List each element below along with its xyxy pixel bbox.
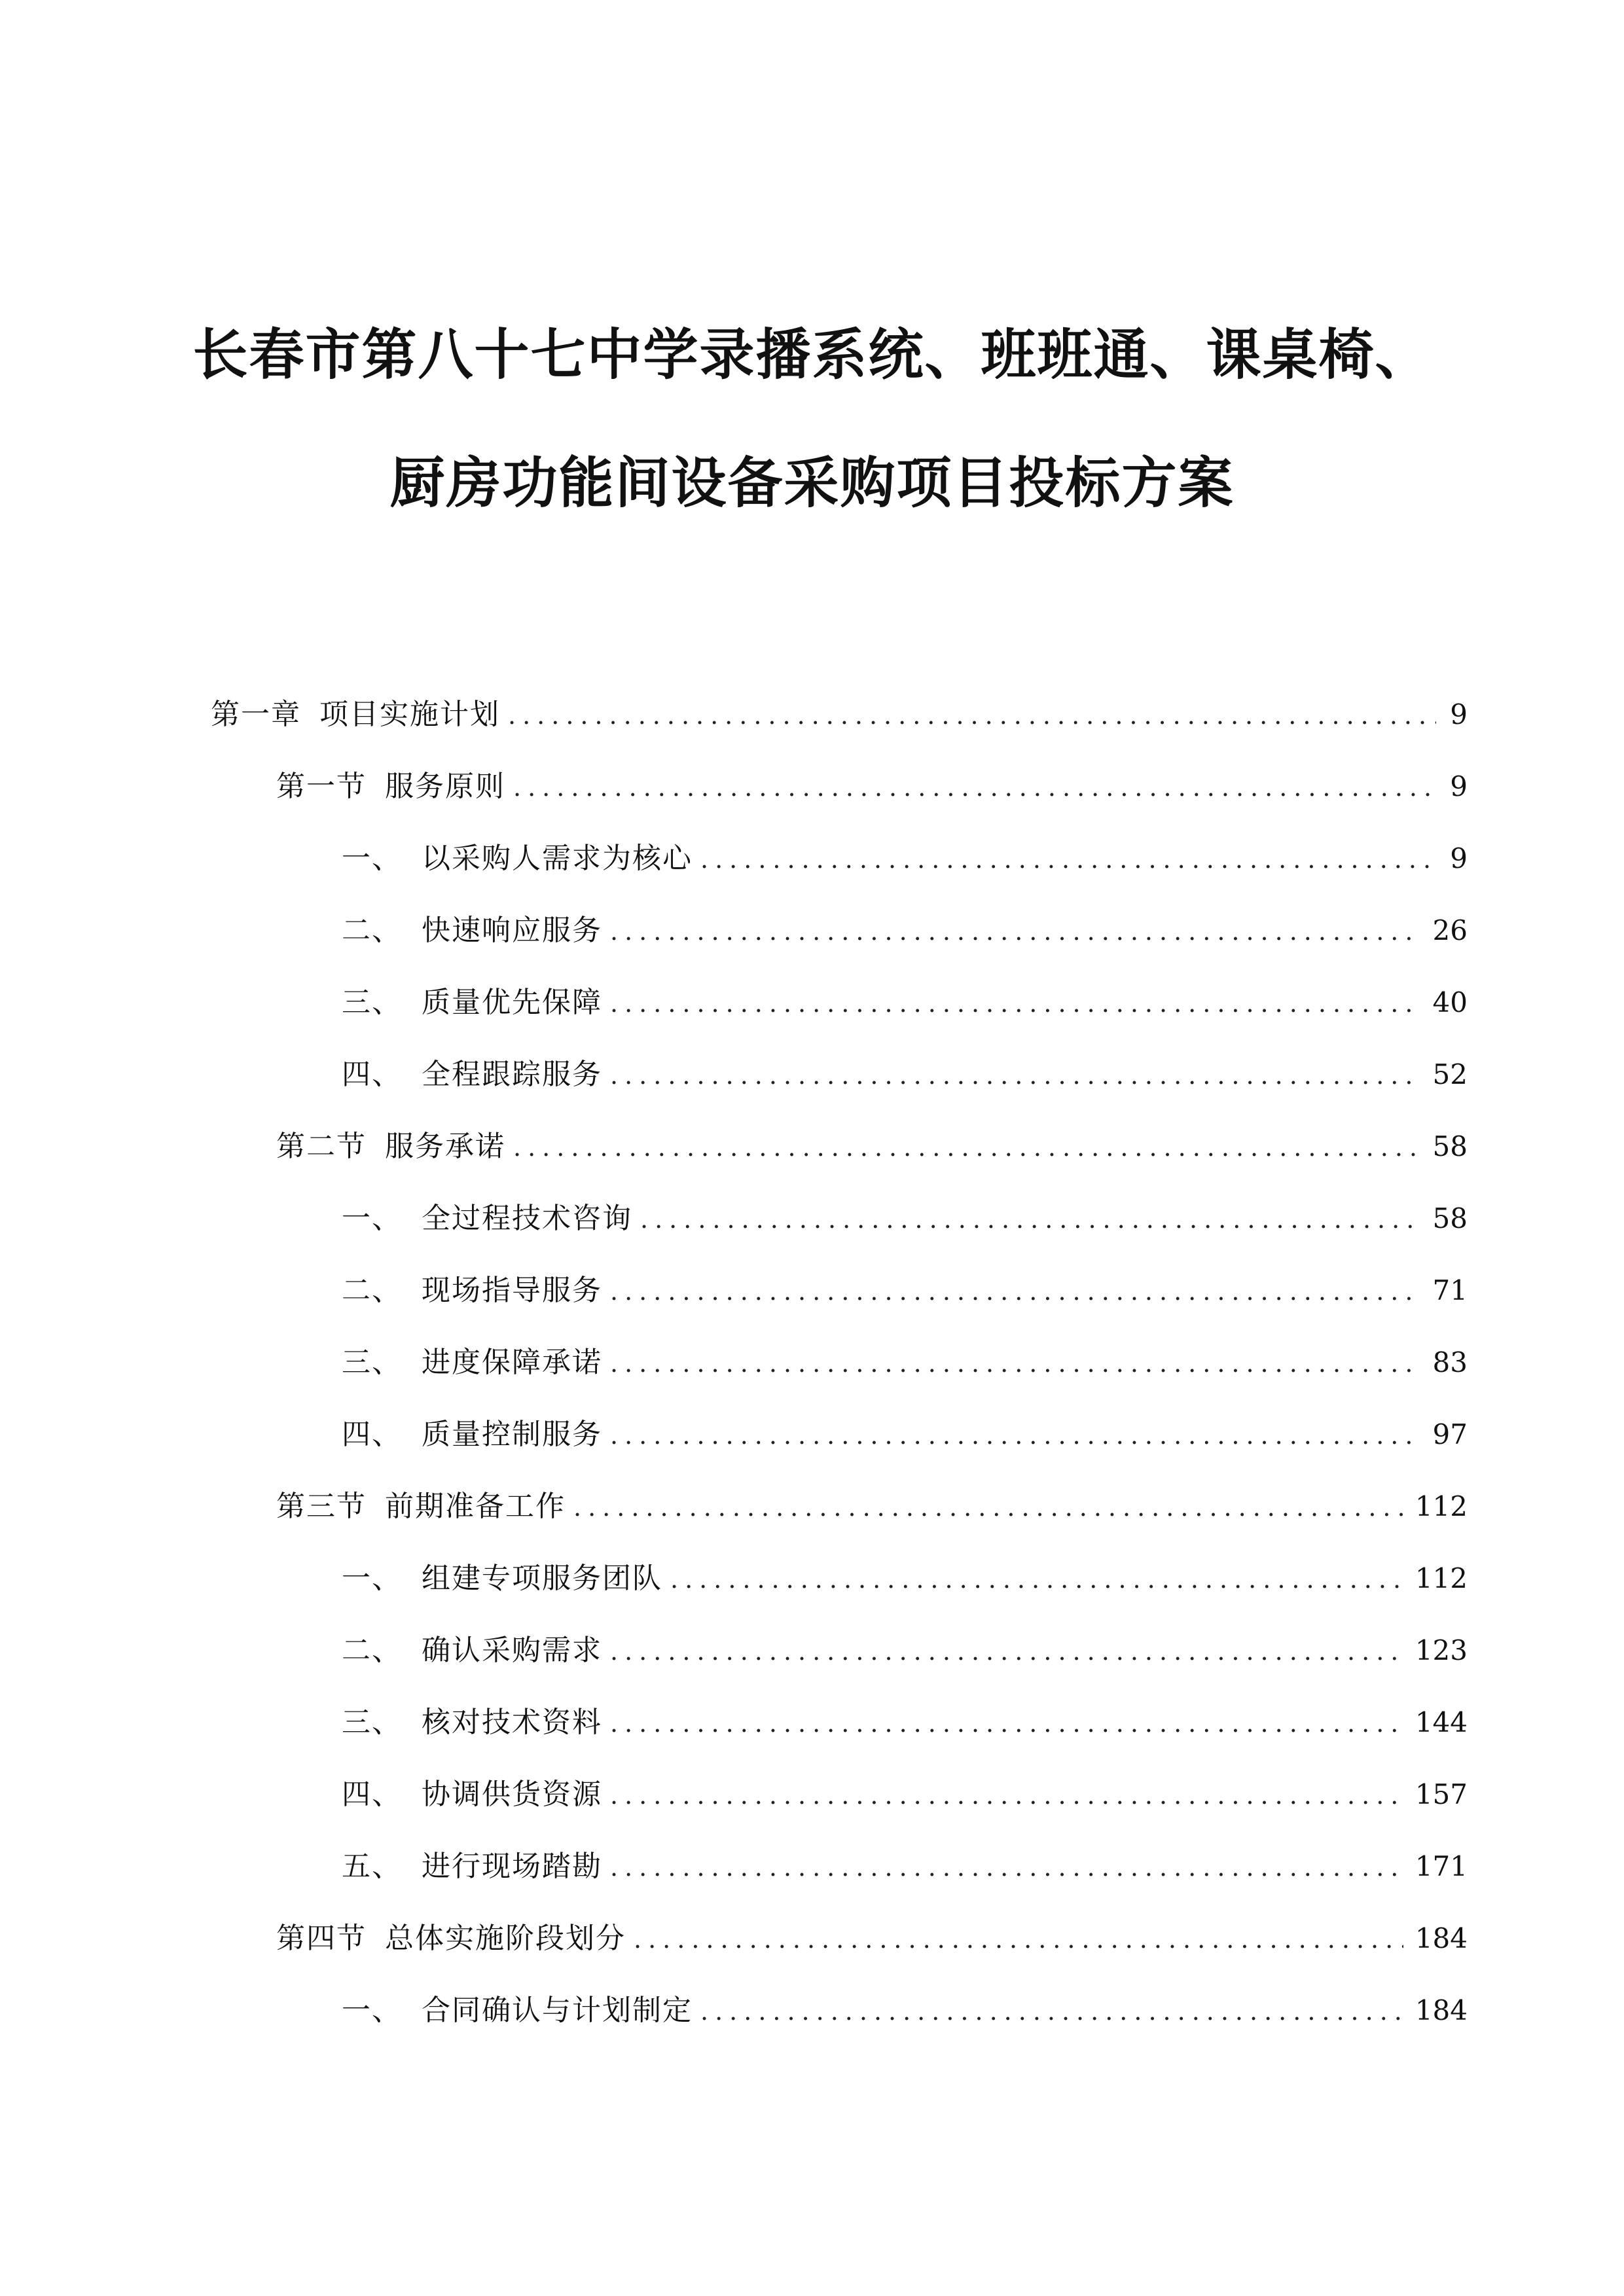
toc-entry-number: 第一节 [276,770,367,803]
toc-entry-page-number: 112 [1415,1562,1468,1594]
toc-entry-title: 服务承诺 [385,1130,505,1163]
title-line-1: 长春市第八十七中学录播系统、班班通、课桌椅、 [192,323,1432,387]
toc-entry-number: 一、 [342,1202,402,1235]
toc-entry-page-number: 112 [1415,1490,1468,1522]
toc-leader-dots [700,1999,1403,2024]
toc-entry[interactable] [211,1276,1468,1348]
toc-entry[interactable] [211,1492,1468,1564]
toc-entry-page-number: 97 [1432,1418,1468,1450]
toc-entry[interactable] [211,1204,1468,1276]
toc-entry-number: 二、 [342,914,402,947]
toc-leader-dots [573,1495,1403,1520]
toc-entry-title: 以采购人需求为核心 [422,842,693,875]
toc-entry-page-number: 9 [1450,770,1468,802]
toc-entry-page-number: 144 [1415,1706,1468,1738]
toc-entry-title: 项目实施计划 [319,698,500,731]
toc-entry[interactable] [211,988,1468,1060]
toc-leader-dots [513,775,1436,800]
toc-entry-title: 快速响应服务 [422,914,602,947]
toc-entry-number: 第二节 [276,1130,367,1163]
table-of-contents [211,700,1468,2068]
toc-entry-number: 二、 [342,1634,402,1667]
toc-entry-page-number: 83 [1432,1346,1468,1378]
toc-entry-title: 协调供货资源 [422,1778,602,1811]
toc-entry[interactable] [211,844,1468,916]
toc-leader-dots [670,1567,1403,1592]
toc-entry-number: 第一章 [211,698,301,731]
toc-entry-number: 一、 [342,1994,402,2027]
toc-entry-number: 二、 [342,1274,402,1307]
toc-leader-dots [610,919,1421,944]
toc-leader-dots [610,1423,1421,1448]
toc-entry-title: 合同确认与计划制定 [422,1994,693,2027]
toc-entry-number: 四、 [342,1418,402,1451]
toc-entry-number: 一、 [342,1562,402,1595]
toc-leader-dots [508,703,1436,728]
toc-leader-dots [610,1351,1421,1376]
toc-leader-dots [610,1711,1403,1736]
toc-entry-number: 三、 [342,1706,402,1739]
toc-leader-dots [513,1135,1421,1160]
toc-entry[interactable] [211,1420,1468,1492]
toc-entry[interactable] [211,1852,1468,1924]
toc-entry-title: 进行现场踏勘 [422,1850,602,1883]
toc-entry-number: 四、 [342,1778,402,1811]
title-line-2: 厨房功能间设备采购项目投标方案 [389,451,1235,515]
toc-entry[interactable] [211,1348,1468,1420]
toc-leader-dots [700,847,1436,872]
toc-entry-page-number: 26 [1432,914,1468,946]
toc-entry[interactable] [211,1708,1468,1780]
toc-entry-title: 总体实施阶段划分 [385,1922,626,1955]
toc-entry-page-number: 40 [1432,986,1468,1018]
toc-entry-page-number: 58 [1432,1130,1468,1162]
toc-entry-title: 核对技术资料 [422,1706,602,1739]
document-title [0,323,1624,515]
toc-entry[interactable] [211,1780,1468,1852]
toc-leader-dots [634,1927,1403,1952]
toc-leader-dots [610,1279,1421,1304]
toc-leader-dots [640,1207,1421,1232]
toc-entry-title: 质量控制服务 [422,1418,602,1451]
toc-entry-page-number: 58 [1432,1202,1468,1234]
toc-entry-page-number: 123 [1415,1634,1468,1666]
toc-entry-number: 第四节 [276,1922,367,1955]
toc-entry[interactable] [211,1924,1468,1996]
toc-entry-number: 五、 [342,1850,402,1883]
toc-entry-number: 一、 [342,842,402,875]
toc-entry-title: 全程跟踪服务 [422,1058,602,1091]
toc-entry-title: 现场指导服务 [422,1274,602,1307]
toc-entry[interactable] [211,1132,1468,1204]
toc-entry[interactable] [211,1636,1468,1708]
toc-entry[interactable] [211,1060,1468,1132]
toc-entry-page-number: 157 [1415,1778,1468,1810]
toc-entry[interactable] [211,1564,1468,1636]
toc-entry-title: 全过程技术咨询 [422,1202,632,1235]
toc-entry-title: 组建专项服务团队 [422,1562,662,1595]
toc-entry-number: 三、 [342,1346,402,1379]
toc-entry-page-number: 52 [1432,1058,1468,1090]
toc-entry-title: 前期准备工作 [385,1490,566,1523]
toc-entry[interactable] [211,1996,1468,2068]
toc-entry-page-number: 9 [1450,842,1468,874]
toc-entry-title: 进度保障承诺 [422,1346,602,1379]
toc-entry-page-number: 9 [1450,698,1468,730]
toc-entry-page-number: 184 [1415,1922,1468,1954]
toc-entry-title: 确认采购需求 [422,1634,602,1667]
toc-entry-page-number: 171 [1415,1850,1468,1882]
toc-entry-title: 服务原则 [385,770,505,803]
toc-entry[interactable] [211,772,1468,844]
toc-leader-dots [610,1639,1403,1664]
toc-entry-number: 四、 [342,1058,402,1091]
toc-entry[interactable] [211,916,1468,988]
toc-leader-dots [610,991,1421,1016]
toc-leader-dots [610,1783,1403,1808]
toc-entry[interactable] [211,700,1468,772]
toc-entry-page-number: 71 [1432,1274,1468,1306]
toc-leader-dots [610,1855,1403,1880]
toc-leader-dots [610,1063,1421,1088]
toc-entry-title: 质量优先保障 [422,986,602,1019]
toc-entry-number: 三、 [342,986,402,1019]
toc-entry-number: 第三节 [276,1490,367,1523]
toc-entry-page-number: 184 [1415,1994,1468,2026]
